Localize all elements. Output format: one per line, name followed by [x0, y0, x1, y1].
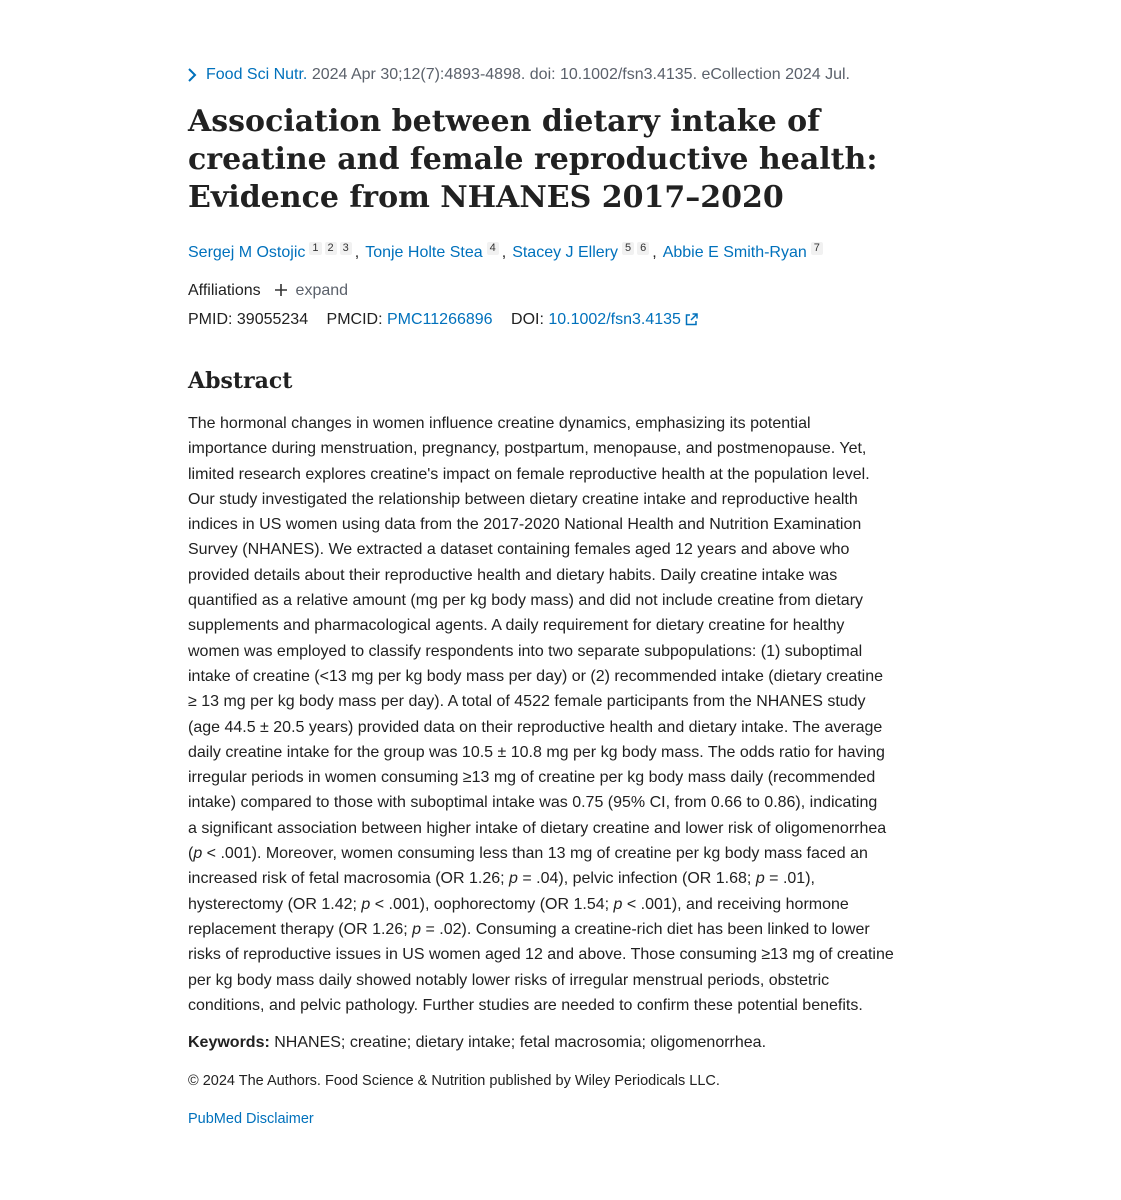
abstract-text: [188, 411, 948, 1018]
keywords-label: Keywords:: [188, 1034, 270, 1051]
author-separator: ,: [652, 244, 657, 261]
pmcid-label: PMCID:: [326, 311, 383, 328]
affiliation-ref[interactable]: 4: [487, 242, 499, 255]
abstract-line: conditions, and pelvic pathology. Further studies are needed to confirm these potential benefits.: [188, 996, 863, 1014]
citation-details: 2024 Apr 30;12(7):4893-4898. doi: 10.1002/fsn3.4135. eCollection 2024 Jul.: [307, 66, 850, 83]
affiliation-ref[interactable]: 7: [811, 242, 823, 255]
author-separator: ,: [501, 244, 507, 261]
author-link[interactable]: Abbie E Smith-Ryan: [662, 244, 807, 261]
abstract-line: a significant association between higher intake of dietary creatine and lower risk of oligomenorrhea: [188, 819, 887, 837]
citation-line: [188, 64, 850, 86]
abstract-line: supplements and pharmacological agents. A daily requirement for dietary creatine for healthy: [188, 617, 845, 635]
abstract-line: per kg body mass daily showed notably lower risks of irregular menstrual periods, obstetric: [188, 971, 830, 989]
affiliation-ref[interactable]: 1: [309, 242, 321, 255]
abstract-line: intake) compared to those with suboptimal intake was 0.75 (95% CI, from 0.66 to 0.86), indicating: [188, 794, 878, 812]
author-list: [188, 240, 826, 266]
expand-label: expand: [295, 282, 349, 299]
abstract-line: indices in US women using data from the 2017-2020 National Health and Nutrition Examination: [188, 516, 862, 534]
article-title: Association between dietary intake of creatine and female reproductive health: Evidence from NHANES 2017–2020: [188, 104, 878, 215]
abstract-line: Survey (NHANES). We extracted a dataset containing females aged 12 years and above who: [188, 541, 850, 559]
external-link-icon[interactable]: [685, 313, 698, 326]
chevron-right-icon[interactable]: [186, 67, 198, 83]
affiliations-toggle[interactable]: [188, 280, 348, 302]
copyright-notice: © 2024 The Authors. Food Science & Nutrition published by Wiley Periodicals LLC.: [188, 1073, 720, 1089]
abstract-line: importance during menstruation, pregnancy, postpartum, menopause, and postmenopause. Yet,: [188, 440, 867, 458]
abstract-heading: Abstract: [188, 368, 293, 394]
affiliation-ref[interactable]: 6: [637, 242, 649, 255]
abstract-line: daily creatine intake for the group was 10.5 ± 10.8 mg per kg body mass. The odds ratio for having: [188, 743, 885, 761]
abstract-line: (age 44.5 ± 20.5 years) provided data on their reproductive health and dietary intake. The average: [188, 718, 883, 736]
abstract-line: The hormonal changes in women influence creatine dynamics, emphasizing its potential: [188, 415, 811, 432]
keywords-text: NHANES; creatine; dietary intake; fetal macrosomia; oligomenorrhea.: [274, 1034, 767, 1051]
abstract-line: intake of creatine (<13 mg per kg body mass per day) or (2) recommended intake (dietary creatine: [188, 667, 883, 685]
abstract-line: (p < .001). Moreover, women consuming less than 13 mg of creatine per kg body mass faced an: [188, 845, 868, 863]
keywords-row: [188, 1031, 766, 1055]
journal-link[interactable]: Food Sci Nutr.: [206, 66, 308, 83]
affiliation-ref[interactable]: 3: [340, 242, 352, 255]
affiliation-ref[interactable]: 5: [622, 242, 634, 255]
pmcid-link[interactable]: PMC11266896: [387, 311, 493, 328]
affiliation-ref[interactable]: 2: [325, 242, 337, 255]
pmid-label: PMID:: [188, 311, 233, 328]
abstract-line: risks of reproductive issues in US women aged 12 and above. Those consuming ≥13 mg of creatine: [188, 946, 894, 964]
abstract-line: replacement therapy (OR 1.26; p = .02). Consuming a creatine-rich diet has been linked to lower: [188, 920, 870, 938]
identifiers-row: [188, 309, 698, 331]
author-link[interactable]: Sergej M Ostojic: [188, 244, 306, 261]
abstract-line: ≥ 13 mg per kg body mass per day). A total of 4522 female participants from the NHANES study: [188, 693, 866, 711]
affiliations-label: Affiliations: [188, 282, 261, 299]
pmid-value: 39055234: [236, 311, 309, 328]
author-separator: ,: [354, 244, 360, 261]
pubmed-disclaimer-link[interactable]: PubMed Disclaimer: [188, 1111, 314, 1127]
abstract-line: irregular periods in women consuming ≥13 mg of creatine per kg body mass daily (recommended: [188, 769, 876, 787]
abstract-line: quantified as a relative amount (mg per kg body mass) and did not include creatine from dietary: [188, 592, 864, 610]
abstract-line: women was employed to classify respondents into two separate subpopulations: (1) suboptimal: [188, 642, 863, 660]
abstract-line: Our study investigated the relationship between dietary creatine intake and reproductive health: [188, 490, 858, 508]
author-link[interactable]: Stacey J Ellery: [512, 244, 618, 261]
abstract-line: limited research explores creatine's impact on female reproductive health at the population level.: [188, 465, 870, 483]
plus-icon: [275, 284, 287, 296]
abstract-line: hysterectomy (OR 1.42; p < .001), oophorectomy (OR 1.54; p < .001), and receiving hormone: [188, 895, 849, 913]
doi-link[interactable]: 10.1002/fsn3.4135: [548, 311, 681, 328]
abstract-line: increased risk of fetal macrosomia (OR 1.26; p = .04), pelvic infection (OR 1.68; p = .01),: [188, 870, 815, 888]
doi-label: DOI:: [511, 311, 544, 328]
author-link[interactable]: Tonje Holte Stea: [365, 244, 483, 261]
abstract-line: provided details about their reproductive health and dietary habits. Daily creatine intake was: [188, 566, 838, 584]
